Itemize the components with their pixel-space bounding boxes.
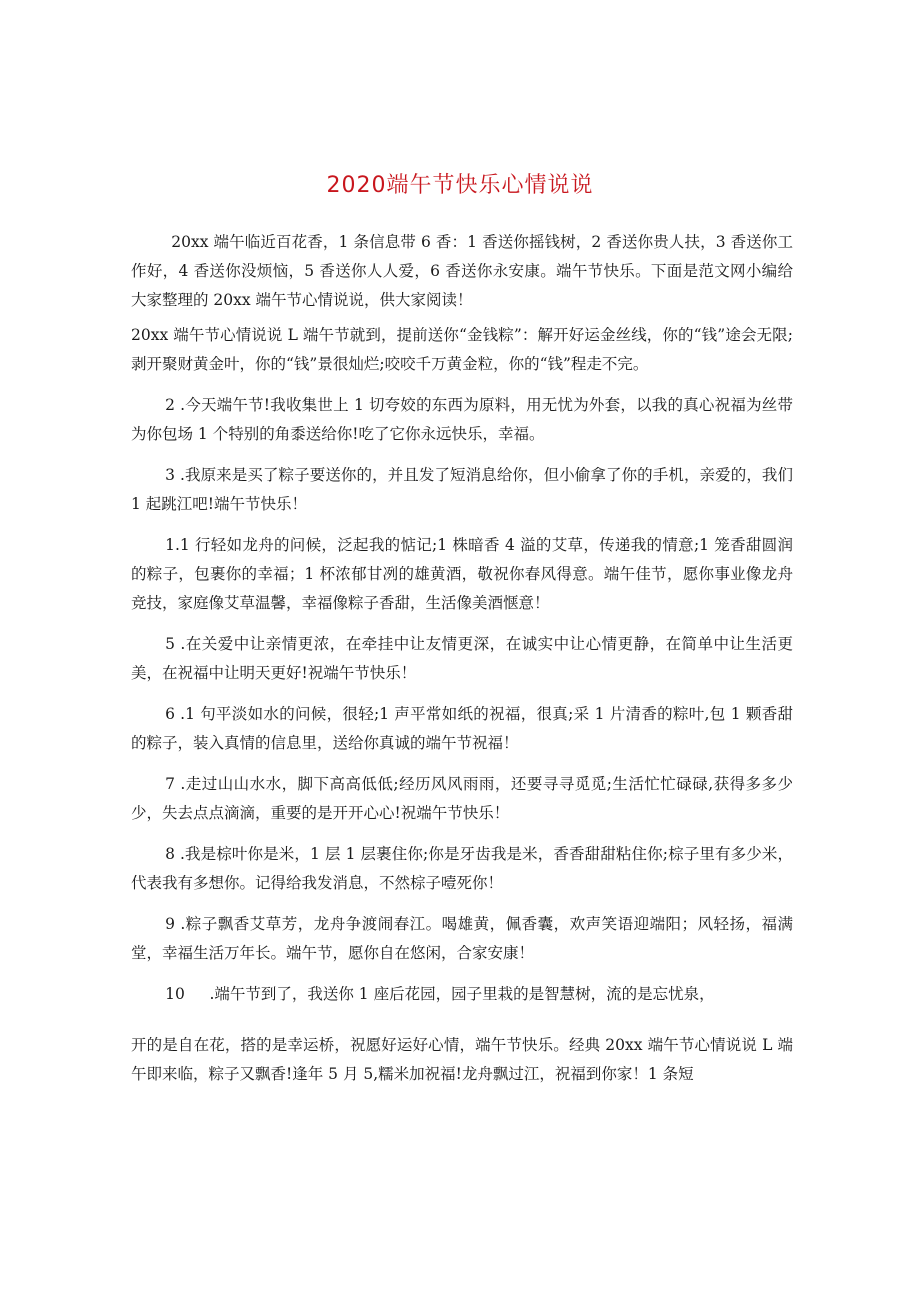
paragraph-10: 10 .端午节到了，我送你 1 座后花园，园子里栽的是智慧树，流的是忘忧泉， — [165, 985, 715, 1003]
paragraph-9: 9 .粽子飘香艾草芳，龙舟争渡闹春江。喝雄黄，佩香囊，欢声笑语迎端阳；风轻扬，福满堂，幸福生活万年长。端午节，愿你自在悠闲，合家安康！ — [131, 915, 793, 962]
paragraph-11: 开的是自在花，搭的是幸运桥，祝愿好运好心情，端午节快乐。经典 20xx 端午节心情说说 L 端午即来临，粽子又飘香!逢年 5 月 5,糯米加祝福!龙舟飘过江，祝福到你家！1 条短 — [131, 1036, 793, 1083]
paragraph-8: 8 .我是棕叶你是米，1 层 1 层裹住你;你是牙齿我是米，香香甜甜粘住你;棕子里有多少米，代表我有多想你。记得给我发消息，不然棕子噎死你！ — [131, 845, 793, 892]
paragraph-6: 6 .1 句平淡如水的问候，很轻;1 声平常如纸的祝福，很真;采 1 片清香的粽叶,包 1 颗香甜的粽子，装入真情的信息里，送给你真诚的端午节祝福！ — [131, 705, 793, 752]
paragraph-4: 1.1 行轻如龙舟的问候，泛起我的惦记;1 株暗香 4 溢的艾草，传递我的情意;1 笼香甜圆润的粽子，包裹你的幸福；1 杯浓郁甘冽的雄黄酒，敬祝你春风得意。端午佳节，愿你事业像龙舟竞技，家庭像艾草温馨，幸福像粽子香甜，生活像美酒惬意！ — [131, 536, 793, 612]
paragraph-3: 3 .我原来是买了粽子要送你的，并且发了短消息给你，但小偷拿了你的手机，亲爱的，我们 1 起跳江吧!端午节快乐！ — [131, 466, 793, 513]
paragraph-2: 2 .今天端午节!我收集世上 1 切夸姣的东西为原料，用无忧为外套，以我的真心祝福为丝带为你包场 1 个特别的角黍送给你!吃了它你永远快乐，幸福。 — [131, 396, 793, 443]
paragraph-intro: 20xx 端午临近百花香，1 条信息带 6 香：1 香送你摇钱树，2 香送你贵人扶，3 香送你工作好，4 香送你没烦恼，5 香送你人人爱，6 香送你永安康。端午节快乐。下面是范文网小编给大家整理的 20xx 端午节心情说说，供大家阅读！ — [131, 233, 793, 309]
paragraph-1: 20xx 端午节心情说说 L 端午节就到，提前送你“金钱粽”：解开好运金丝线，你的“钱”途会无限;剥开聚财黄金叶，你的“钱”景很灿烂;咬咬千万黄金粒，你的“钱”程走不完。 — [131, 326, 793, 373]
document-body — [131, 228, 793, 1101]
paragraph-5: 5 .在关爱中让亲情更浓，在牵挂中让友情更深，在诚实中让心情更静，在简单中让生活更美，在祝福中让明天更好!祝端午节快乐！ — [131, 635, 793, 682]
paragraph-7: 7 .走过山山水水，脚下高高低低;经历风风雨雨，还要寻寻觅觅;生活忙忙碌碌,获得多多少少，失去点点滴滴，重要的是开开心心!祝端午节快乐！ — [131, 775, 793, 822]
document-title: 2020端午节快乐心情说说 — [326, 173, 594, 198]
